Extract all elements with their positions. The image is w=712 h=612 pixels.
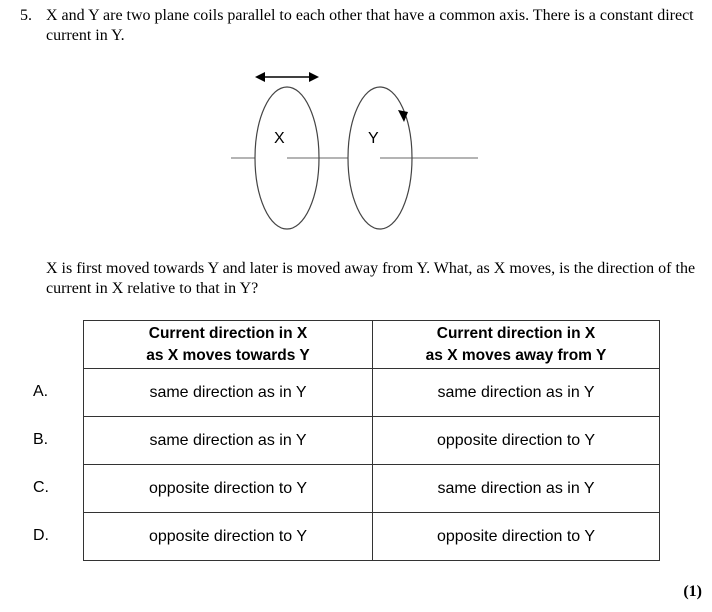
- cell-away: same direction as in Y: [373, 465, 660, 513]
- option-letter-b: B.: [33, 431, 49, 448]
- table-row: [84, 417, 660, 465]
- cell-towards: opposite direction to Y: [84, 513, 373, 561]
- cell-away: opposite direction to Y: [373, 417, 660, 465]
- cell-towards: same direction as in Y: [84, 369, 373, 417]
- current-direction-arrow-icon: [398, 110, 408, 122]
- option-letter-c: C.: [33, 479, 49, 496]
- table-row: [84, 465, 660, 513]
- coil-y-label: Y: [368, 130, 379, 147]
- question-stem: X is first moved towards Y and later is moved away from Y. What, as X moves, is the direction of the current in X relative to that in Y?: [46, 260, 696, 297]
- option-letter-a: A.: [33, 383, 49, 400]
- coils-diagram: [0, 0, 712, 260]
- option-letter-d: D.: [33, 527, 49, 544]
- cell-towards: opposite direction to Y: [84, 465, 373, 513]
- cell-towards: same direction as in Y: [84, 417, 373, 465]
- question-number: 5.: [20, 7, 32, 24]
- header-away: Current direction in X as X moves away from Y: [373, 321, 660, 369]
- question-stem-intro: X and Y are two plane coils parallel to each other that have a common axis. There is a constant direct current in Y.: [46, 7, 694, 44]
- marks: (1): [683, 583, 702, 600]
- table-row: [84, 369, 660, 417]
- header-towards: Current direction in X as X moves towards Y: [84, 321, 373, 369]
- coil-x-label: X: [274, 130, 285, 147]
- cell-away: same direction as in Y: [373, 369, 660, 417]
- answer-table: [83, 320, 660, 561]
- table-header-row: [84, 321, 660, 369]
- cell-away: opposite direction to Y: [373, 513, 660, 561]
- double-arrow-icon: [255, 72, 319, 82]
- table-row: [84, 513, 660, 561]
